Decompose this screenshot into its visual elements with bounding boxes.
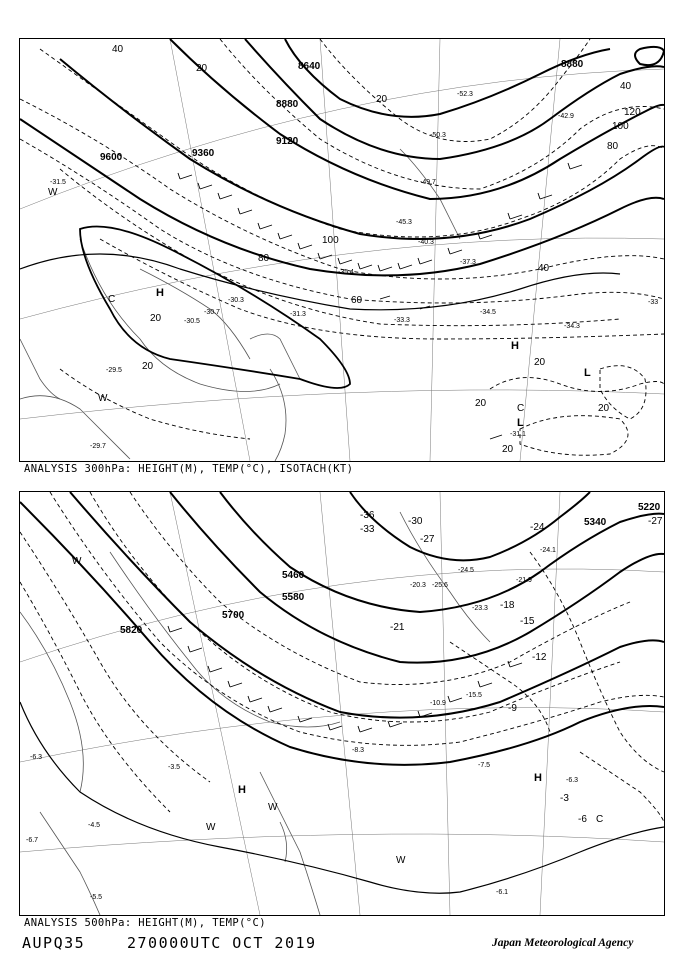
station-temp: -10.9 — [430, 700, 446, 707]
temp-contour-label: -15 — [520, 616, 535, 627]
temp-contour-label: -36 — [360, 510, 375, 521]
temp-label: -31.3 — [290, 311, 306, 318]
pressure-center-label: C — [596, 814, 604, 825]
station-temp: -24.5 — [458, 567, 474, 574]
pressure-center-label: H — [238, 784, 246, 796]
isotach-label: 80 — [607, 141, 619, 152]
temp-label: -37.3 — [460, 259, 476, 266]
temp-label: -45.3 — [396, 219, 412, 226]
isotach-label: 20 — [502, 444, 514, 455]
pressure-center-label: W — [206, 822, 216, 833]
station-temp: -25.6 — [432, 582, 448, 589]
temp-label: -42.9 — [558, 113, 574, 120]
temp-label: -35.4 — [338, 269, 354, 276]
pressure-center-label: W — [48, 187, 58, 198]
temp-contour-label: -27 — [420, 534, 435, 545]
temp-label: -50.3 — [430, 132, 446, 139]
isotach-label: 80 — [258, 253, 270, 264]
agency-name: Japan Meteorological Agency — [492, 937, 634, 949]
height-label: 5340 — [584, 517, 607, 528]
pressure-center-label: W — [396, 855, 406, 866]
temp-label: -30.3 — [228, 297, 244, 304]
height-label: 5580 — [282, 592, 305, 603]
height-label: 9120 — [276, 136, 299, 147]
station-temp: -15.5 — [466, 692, 482, 699]
temp-label: -29.5 — [106, 367, 122, 374]
height-label: 9600 — [100, 152, 123, 163]
height-label: 5820 — [120, 625, 143, 636]
isotach-label: 100 — [322, 235, 339, 246]
isotach-label: 20 — [376, 94, 388, 105]
temp-label: -33.3 — [394, 317, 410, 324]
pressure-center-label: L — [517, 417, 524, 429]
pressure-center-label: W — [98, 393, 108, 404]
isotach-label: 20 — [475, 398, 487, 409]
height-label: 5460 — [282, 570, 305, 581]
isotach-label: 20 — [150, 313, 162, 324]
height-label: 8880 — [561, 59, 584, 70]
pressure-center-label: W — [268, 802, 278, 813]
temp-label: -29.7 — [90, 443, 106, 450]
temp-label: -34.3 — [564, 323, 580, 330]
analysis-time: 270000UTC OCT 2019 — [127, 934, 317, 952]
temp-label: -49.7 — [420, 179, 436, 186]
chart-caption-500hpa: ANALYSIS 500hPa: HEIGHT(M), TEMP(°C) — [24, 917, 266, 929]
station-temp: -6.3 — [30, 754, 43, 761]
station-temp: -6.1 — [496, 889, 509, 896]
isotach-label: 40 — [538, 263, 550, 274]
temp-label: -34.5 — [480, 309, 496, 316]
temp-contour-label: -30 — [408, 516, 423, 527]
isotach-label: 40 — [112, 44, 124, 55]
isotach-label: 120 — [624, 107, 641, 118]
temp-label: -31.1 — [510, 431, 526, 438]
temp-contour-label: -33 — [360, 524, 375, 535]
pressure-center-label: C — [517, 403, 525, 414]
isotach-label: 20 — [534, 357, 546, 368]
temp-contour-label: -12 — [532, 652, 547, 663]
station-temp: -20.3 — [410, 582, 426, 589]
temp-label: -33 — [648, 299, 659, 306]
isotach-label: 40 — [620, 81, 632, 92]
pressure-center-label: W — [72, 556, 82, 567]
isotach-label: 20 — [142, 361, 154, 372]
station-temp: -7.5 — [478, 762, 491, 769]
station-temp: -6.3 — [566, 777, 579, 784]
height-label: 8640 — [298, 61, 321, 72]
temp-label: -52.3 — [457, 91, 473, 98]
pressure-center-label: L — [584, 367, 591, 379]
temp-contour-label: -6 — [578, 814, 587, 825]
pressure-center-label: H — [534, 772, 542, 784]
height-label: 5220 — [638, 502, 661, 513]
chart-300hpa — [19, 38, 665, 462]
temp-contour-label: -3 — [560, 793, 569, 804]
chart-500hpa — [19, 491, 665, 916]
station-temp: -21.9 — [516, 577, 532, 584]
height-label: 5700 — [222, 610, 245, 621]
height-label: 9360 — [192, 148, 215, 159]
station-temp: -24.1 — [540, 547, 556, 554]
temp-label: -30.7 — [204, 309, 220, 316]
isotach-label: 60 — [351, 295, 363, 306]
pressure-center-label: H — [511, 340, 519, 352]
station-temp: -3.5 — [168, 764, 181, 771]
isotach-label: 20 — [196, 63, 208, 74]
station-temp: -4.5 — [88, 822, 101, 829]
temp-label: -40.3 — [418, 239, 434, 246]
temp-contour-label: -18 — [500, 600, 515, 611]
height-label: 8880 — [276, 99, 299, 110]
pressure-center-label: C — [108, 294, 116, 305]
chart-caption-300hpa: ANALYSIS 300hPa: HEIGHT(M), TEMP(°C), ISOTACH(KT) — [24, 463, 354, 475]
station-temp: -23.3 — [472, 605, 488, 612]
temp-contour-label: -21 — [390, 622, 405, 633]
station-temp: -8.3 — [352, 747, 365, 754]
pressure-center-label: H — [156, 287, 164, 299]
temp-label: -31.5 — [50, 179, 66, 186]
station-temp: -5.5 — [90, 894, 103, 901]
temp-contour-label: -9 — [508, 703, 517, 714]
isotach-label: 20 — [598, 403, 610, 414]
temp-contour-label: -27 — [648, 516, 663, 527]
temp-contour-label: -24 — [530, 522, 545, 533]
station-temp: -6.7 — [26, 837, 39, 844]
temp-label: -30.5 — [184, 318, 200, 325]
isotach-label: 100 — [612, 121, 629, 132]
bulletin-code: AUPQ35 — [22, 934, 86, 952]
